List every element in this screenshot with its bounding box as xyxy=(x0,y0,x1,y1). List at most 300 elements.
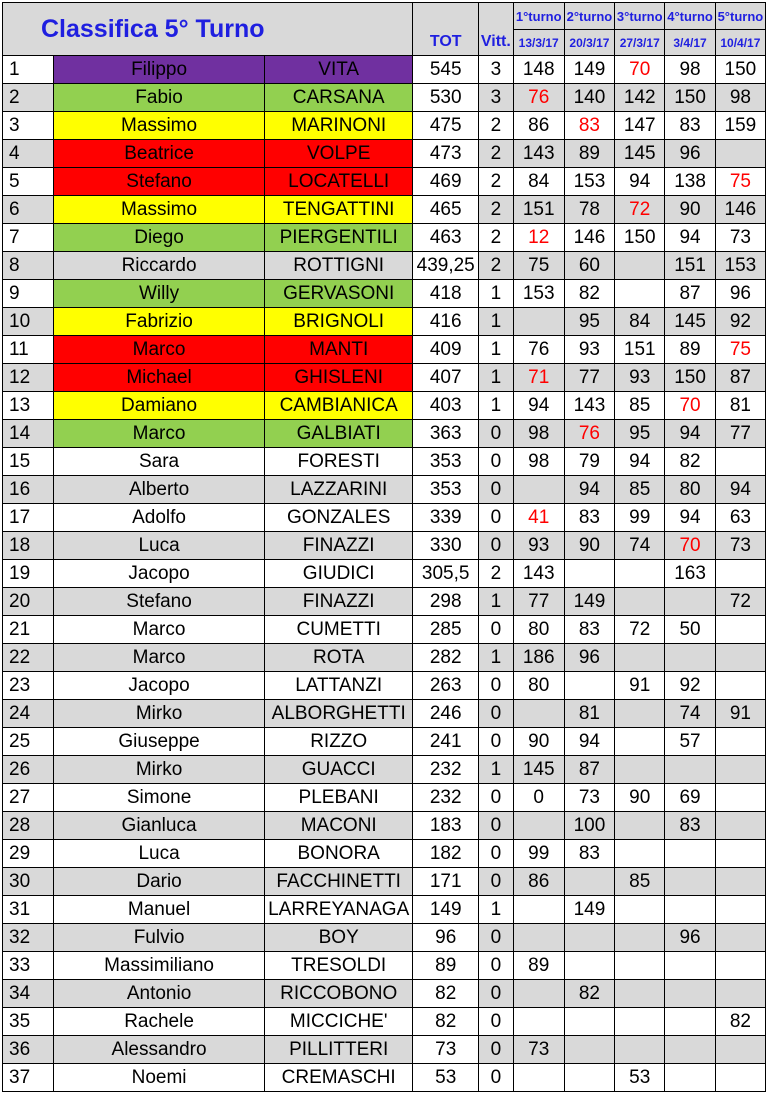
table-row xyxy=(3,532,766,560)
turn-5-score-cell xyxy=(715,1036,765,1064)
last-name-cell: MACONI xyxy=(265,812,413,840)
table-row xyxy=(3,336,766,364)
turn-1-score-cell: 93 xyxy=(513,532,564,560)
turn-5-score-cell: 73 xyxy=(715,532,765,560)
turn-3-score-cell xyxy=(615,924,665,952)
rank-cell: 4 xyxy=(3,140,54,168)
turn-5-score-cell xyxy=(715,812,765,840)
vitt-cell: 2 xyxy=(479,252,514,280)
turn-3-score-cell: 72 xyxy=(615,196,665,224)
last-name-cell: ROTA xyxy=(265,644,413,672)
tot-cell: 305,5 xyxy=(413,560,479,588)
turn-5-score-cell xyxy=(715,756,765,784)
rank-cell: 9 xyxy=(3,280,54,308)
turn-2-score-cell: 94 xyxy=(564,476,614,504)
turn-3-score-cell: 150 xyxy=(615,224,665,252)
vitt-cell: 2 xyxy=(479,560,514,588)
table-row xyxy=(3,504,766,532)
vitt-cell: 1 xyxy=(479,392,514,420)
rank-cell: 1 xyxy=(3,56,54,84)
turn-5-score-cell xyxy=(715,896,765,924)
first-name-cell: Riccardo xyxy=(54,252,265,280)
turn-3-score-cell xyxy=(615,252,665,280)
turn-5-score-cell xyxy=(715,840,765,868)
tot-cell: 171 xyxy=(413,868,479,896)
tot-cell: 183 xyxy=(413,812,479,840)
turn-4-score-cell: 80 xyxy=(665,476,715,504)
tot-cell: 182 xyxy=(413,840,479,868)
turn-3-score-cell: 84 xyxy=(615,308,665,336)
turn-3-header: 3°turno xyxy=(615,3,665,30)
rank-cell: 16 xyxy=(3,476,54,504)
turn-3-score-cell: 85 xyxy=(615,476,665,504)
vitt-cell: 0 xyxy=(479,700,514,728)
turn-2-score-cell: 78 xyxy=(564,196,614,224)
vitt-cell: 1 xyxy=(479,644,514,672)
turn-3-score-cell: 99 xyxy=(615,504,665,532)
turn-2-score-cell: 76 xyxy=(564,420,614,448)
first-name-cell: Mirko xyxy=(54,756,265,784)
turn-3-score-cell: 147 xyxy=(615,112,665,140)
tot-cell: 232 xyxy=(413,756,479,784)
first-name-cell: Sara xyxy=(54,448,265,476)
rank-cell: 24 xyxy=(3,700,54,728)
turn-5-score-cell: 75 xyxy=(715,168,765,196)
table-row xyxy=(3,308,766,336)
turn-1-score-cell: 186 xyxy=(513,644,564,672)
turn-1-score-cell: 98 xyxy=(513,420,564,448)
first-name-cell: Antonio xyxy=(54,980,265,1008)
rank-cell: 11 xyxy=(3,336,54,364)
turn-5-score-cell xyxy=(715,616,765,644)
turn-5-score-cell xyxy=(715,644,765,672)
title-blank-cell xyxy=(265,3,413,56)
turn-2-score-cell: 149 xyxy=(564,896,614,924)
turn-1-score-cell: 94 xyxy=(513,392,564,420)
last-name-cell: GUACCI xyxy=(265,756,413,784)
vitt-cell: 0 xyxy=(479,504,514,532)
turn-2-score-cell: 89 xyxy=(564,140,614,168)
turn-5-score-cell: 72 xyxy=(715,588,765,616)
turn-1-score-cell: 143 xyxy=(513,140,564,168)
turn-2-score-cell: 149 xyxy=(564,56,614,84)
tot-cell: 263 xyxy=(413,672,479,700)
table-row xyxy=(3,392,766,420)
table-row xyxy=(3,588,766,616)
tot-cell: 330 xyxy=(413,532,479,560)
rank-cell: 3 xyxy=(3,112,54,140)
rank-cell: 25 xyxy=(3,728,54,756)
rank-cell: 29 xyxy=(3,840,54,868)
table-row xyxy=(3,168,766,196)
turn-1-score-cell: 151 xyxy=(513,196,564,224)
vitt-cell: 0 xyxy=(479,616,514,644)
rank-cell: 14 xyxy=(3,420,54,448)
vitt-cell: 0 xyxy=(479,1064,514,1092)
turn-1-score-cell xyxy=(513,700,564,728)
turn-3-score-cell: 151 xyxy=(615,336,665,364)
turn-1-score-cell: 73 xyxy=(513,1036,564,1064)
turn-4-score-cell: 74 xyxy=(665,700,715,728)
turn-3-score-cell xyxy=(615,1008,665,1036)
turn-1-score-cell: 84 xyxy=(513,168,564,196)
turn-3-score-cell xyxy=(615,952,665,980)
last-name-cell: BOY xyxy=(265,924,413,952)
last-name-cell: RIZZO xyxy=(265,728,413,756)
vitt-cell: 0 xyxy=(479,420,514,448)
table-row xyxy=(3,476,766,504)
table-row xyxy=(3,84,766,112)
table-row xyxy=(3,252,766,280)
page-title: Classifica 5° Turno xyxy=(3,3,265,56)
first-name-cell: Massimiliano xyxy=(54,952,265,980)
turn-1-score-cell xyxy=(513,924,564,952)
rank-cell: 37 xyxy=(3,1064,54,1092)
turn-4-score-cell xyxy=(665,644,715,672)
first-name-cell: Fabio xyxy=(54,84,265,112)
turn-3-score-cell: 90 xyxy=(615,784,665,812)
rank-cell: 30 xyxy=(3,868,54,896)
rank-cell: 17 xyxy=(3,504,54,532)
turn-5-score-cell: 81 xyxy=(715,392,765,420)
turn-5-score-cell xyxy=(715,140,765,168)
turn-3-score-cell xyxy=(615,896,665,924)
turn-4-score-cell: 96 xyxy=(665,924,715,952)
turn-5-score-cell: 96 xyxy=(715,280,765,308)
turn-1-score-cell xyxy=(513,896,564,924)
turn-2-score-cell: 90 xyxy=(564,532,614,560)
rank-cell: 10 xyxy=(3,308,54,336)
vitt-cell: 2 xyxy=(479,168,514,196)
turn-3-score-cell: 74 xyxy=(615,532,665,560)
last-name-cell: VITA xyxy=(265,56,413,84)
turn-2-score-cell: 82 xyxy=(564,980,614,1008)
turn-5-score-cell: 98 xyxy=(715,84,765,112)
turn-1-score-cell: 99 xyxy=(513,840,564,868)
tot-cell: 463 xyxy=(413,224,479,252)
first-name-cell: Fulvio xyxy=(54,924,265,952)
first-name-cell: Alessandro xyxy=(54,1036,265,1064)
table-row xyxy=(3,952,766,980)
rank-cell: 8 xyxy=(3,252,54,280)
vitt-cell: 1 xyxy=(479,336,514,364)
turn-4-score-cell: 92 xyxy=(665,672,715,700)
turn-4-score-cell: 87 xyxy=(665,280,715,308)
tot-cell: 339 xyxy=(413,504,479,532)
turn-1-score-cell: 41 xyxy=(513,504,564,532)
vitt-cell: 0 xyxy=(479,672,514,700)
turn-5-score-cell: 150 xyxy=(715,56,765,84)
turn-2-score-cell: 82 xyxy=(564,280,614,308)
turn-4-score-cell xyxy=(665,588,715,616)
first-name-cell: Giuseppe xyxy=(54,728,265,756)
rank-cell: 32 xyxy=(3,924,54,952)
turn-2-score-cell: 83 xyxy=(564,504,614,532)
turn-4-date: 3/4/17 xyxy=(665,30,715,56)
first-name-cell: Filippo xyxy=(54,56,265,84)
last-name-cell: ROTTIGNI xyxy=(265,252,413,280)
first-name-cell: Simone xyxy=(54,784,265,812)
tot-cell: 282 xyxy=(413,644,479,672)
turn-2-score-cell: 94 xyxy=(564,728,614,756)
table-row xyxy=(3,840,766,868)
last-name-cell: MICCICHE' xyxy=(265,1008,413,1036)
rank-cell: 20 xyxy=(3,588,54,616)
vitt-cell: 0 xyxy=(479,448,514,476)
tot-cell: 465 xyxy=(413,196,479,224)
vitt-cell: 0 xyxy=(479,784,514,812)
first-name-cell: Massimo xyxy=(54,112,265,140)
vitt-cell: 1 xyxy=(479,364,514,392)
table-row xyxy=(3,1064,766,1092)
rank-cell: 22 xyxy=(3,644,54,672)
turn-4-score-cell xyxy=(665,840,715,868)
turn-4-header: 4°turno xyxy=(665,3,715,30)
first-name-cell: Marco xyxy=(54,644,265,672)
turn-1-score-cell: 12 xyxy=(513,224,564,252)
rank-cell: 34 xyxy=(3,980,54,1008)
last-name-cell: GIUDICI xyxy=(265,560,413,588)
tot-header: TOT xyxy=(413,3,479,56)
tot-cell: 475 xyxy=(413,112,479,140)
turn-5-score-cell xyxy=(715,728,765,756)
turn-4-score-cell: 145 xyxy=(665,308,715,336)
turn-1-score-cell: 148 xyxy=(513,56,564,84)
first-name-cell: Marco xyxy=(54,336,265,364)
tot-cell: 530 xyxy=(413,84,479,112)
table-row xyxy=(3,560,766,588)
first-name-cell: Stefano xyxy=(54,168,265,196)
tot-cell: 418 xyxy=(413,280,479,308)
turn-1-score-cell: 71 xyxy=(513,364,564,392)
first-name-cell: Marco xyxy=(54,420,265,448)
first-name-cell: Fabrizio xyxy=(54,308,265,336)
first-name-cell: Rachele xyxy=(54,1008,265,1036)
turn-3-score-cell xyxy=(615,1036,665,1064)
vitt-cell: 2 xyxy=(479,140,514,168)
turn-5-score-cell xyxy=(715,448,765,476)
turn-1-header: 1°turno xyxy=(513,3,564,30)
turn-5-date: 10/4/17 xyxy=(715,30,765,56)
turn-3-score-cell xyxy=(615,280,665,308)
turn-1-score-cell: 76 xyxy=(513,84,564,112)
turn-4-score-cell xyxy=(665,1008,715,1036)
turn-4-score-cell: 94 xyxy=(665,420,715,448)
turn-2-score-cell: 87 xyxy=(564,756,614,784)
rank-cell: 23 xyxy=(3,672,54,700)
header-row-top xyxy=(3,3,766,30)
turn-3-score-cell xyxy=(615,840,665,868)
turn-1-score-cell xyxy=(513,812,564,840)
tot-cell: 285 xyxy=(413,616,479,644)
first-name-cell: Beatrice xyxy=(54,140,265,168)
tot-cell: 353 xyxy=(413,448,479,476)
rank-cell: 31 xyxy=(3,896,54,924)
first-name-cell: Mirko xyxy=(54,700,265,728)
turn-5-score-cell xyxy=(715,1064,765,1092)
turn-2-score-cell xyxy=(564,560,614,588)
turn-1-score-cell xyxy=(513,1008,564,1036)
turn-1-score-cell xyxy=(513,308,564,336)
turn-1-score-cell: 86 xyxy=(513,868,564,896)
turn-4-score-cell: 163 xyxy=(665,560,715,588)
turn-2-score-cell: 149 xyxy=(564,588,614,616)
tot-cell: 403 xyxy=(413,392,479,420)
vitt-cell: 0 xyxy=(479,532,514,560)
table-row xyxy=(3,196,766,224)
standings-body xyxy=(3,3,766,1092)
table-row xyxy=(3,672,766,700)
tot-cell: 246 xyxy=(413,700,479,728)
tot-cell: 82 xyxy=(413,980,479,1008)
turn-3-score-cell: 53 xyxy=(615,1064,665,1092)
tot-cell: 473 xyxy=(413,140,479,168)
rank-cell: 36 xyxy=(3,1036,54,1064)
turn-5-header: 5°turno xyxy=(715,3,765,30)
first-name-cell: Luca xyxy=(54,840,265,868)
tot-cell: 53 xyxy=(413,1064,479,1092)
turn-5-score-cell xyxy=(715,980,765,1008)
turn-3-score-cell: 145 xyxy=(615,140,665,168)
turn-3-score-cell xyxy=(615,700,665,728)
turn-5-score-cell: 73 xyxy=(715,224,765,252)
turn-3-score-cell xyxy=(615,756,665,784)
rank-cell: 21 xyxy=(3,616,54,644)
turn-4-score-cell xyxy=(665,868,715,896)
vitt-cell: 0 xyxy=(479,476,514,504)
turn-3-score-cell xyxy=(615,980,665,1008)
last-name-cell: ALBORGHETTI xyxy=(265,700,413,728)
rank-cell: 6 xyxy=(3,196,54,224)
turn-2-score-cell xyxy=(564,952,614,980)
table-row xyxy=(3,980,766,1008)
turn-2-score-cell xyxy=(564,868,614,896)
turn-4-score-cell: 94 xyxy=(665,224,715,252)
turn-5-score-cell: 159 xyxy=(715,112,765,140)
first-name-cell: Jacopo xyxy=(54,672,265,700)
turn-2-score-cell xyxy=(564,1036,614,1064)
turn-2-score-cell xyxy=(564,924,614,952)
turn-3-score-cell: 85 xyxy=(615,392,665,420)
last-name-cell: LATTANZI xyxy=(265,672,413,700)
turn-4-score-cell: 69 xyxy=(665,784,715,812)
turn-3-score-cell: 94 xyxy=(615,168,665,196)
last-name-cell: BONORA xyxy=(265,840,413,868)
turn-1-score-cell: 80 xyxy=(513,672,564,700)
turn-2-header: 2°turno xyxy=(564,3,614,30)
last-name-cell: PILLITTERI xyxy=(265,1036,413,1064)
turn-2-score-cell xyxy=(564,672,614,700)
turn-4-score-cell: 150 xyxy=(665,364,715,392)
turn-5-score-cell: 92 xyxy=(715,308,765,336)
tot-cell: 439,25 xyxy=(413,252,479,280)
table-row xyxy=(3,644,766,672)
turn-1-score-cell xyxy=(513,980,564,1008)
tot-cell: 363 xyxy=(413,420,479,448)
table-row xyxy=(3,616,766,644)
turn-5-score-cell xyxy=(715,868,765,896)
turn-5-score-cell: 91 xyxy=(715,700,765,728)
turn-2-score-cell: 143 xyxy=(564,392,614,420)
vitt-cell: 2 xyxy=(479,196,514,224)
last-name-cell: GERVASONI xyxy=(265,280,413,308)
table-row xyxy=(3,868,766,896)
turn-2-score-cell: 146 xyxy=(564,224,614,252)
turn-3-score-cell: 72 xyxy=(615,616,665,644)
turn-2-score-cell: 83 xyxy=(564,112,614,140)
tot-cell: 407 xyxy=(413,364,479,392)
tot-cell: 298 xyxy=(413,588,479,616)
last-name-cell: BRIGNOLI xyxy=(265,308,413,336)
last-name-cell: LAZZARINI xyxy=(265,476,413,504)
table-row xyxy=(3,1036,766,1064)
last-name-cell: PIERGENTILI xyxy=(265,224,413,252)
tot-cell: 409 xyxy=(413,336,479,364)
table-row xyxy=(3,56,766,84)
first-name-cell: Damiano xyxy=(54,392,265,420)
rank-cell: 12 xyxy=(3,364,54,392)
tot-cell: 416 xyxy=(413,308,479,336)
turn-1-score-cell xyxy=(513,1064,564,1092)
turn-4-score-cell xyxy=(665,952,715,980)
vitt-cell: 0 xyxy=(479,980,514,1008)
turn-4-score-cell: 50 xyxy=(665,616,715,644)
turn-2-score-cell: 60 xyxy=(564,252,614,280)
turn-5-score-cell xyxy=(715,672,765,700)
tot-cell: 469 xyxy=(413,168,479,196)
turn-4-score-cell xyxy=(665,896,715,924)
rank-cell: 28 xyxy=(3,812,54,840)
rank-cell: 7 xyxy=(3,224,54,252)
tot-cell: 82 xyxy=(413,1008,479,1036)
rank-cell: 27 xyxy=(3,784,54,812)
turn-2-score-cell: 77 xyxy=(564,364,614,392)
table-row xyxy=(3,112,766,140)
last-name-cell: TRESOLDI xyxy=(265,952,413,980)
turn-4-score-cell: 89 xyxy=(665,336,715,364)
table-row xyxy=(3,224,766,252)
turn-3-score-cell xyxy=(615,812,665,840)
turn-1-score-cell: 89 xyxy=(513,952,564,980)
turn-5-score-cell: 153 xyxy=(715,252,765,280)
rank-cell: 33 xyxy=(3,952,54,980)
vitt-cell: 0 xyxy=(479,812,514,840)
first-name-cell: Adolfo xyxy=(54,504,265,532)
vitt-cell: 0 xyxy=(479,924,514,952)
tot-cell: 73 xyxy=(413,1036,479,1064)
turn-4-score-cell: 150 xyxy=(665,84,715,112)
vitt-cell: 1 xyxy=(479,588,514,616)
last-name-cell: CAMBIANICA xyxy=(265,392,413,420)
first-name-cell: Gianluca xyxy=(54,812,265,840)
table-row xyxy=(3,784,766,812)
rank-cell: 13 xyxy=(3,392,54,420)
vitt-cell: 0 xyxy=(479,1036,514,1064)
vitt-cell: 2 xyxy=(479,224,514,252)
table-row xyxy=(3,1008,766,1036)
turn-2-score-cell: 79 xyxy=(564,448,614,476)
turn-4-score-cell: 83 xyxy=(665,112,715,140)
last-name-cell: GALBIATI xyxy=(265,420,413,448)
turn-4-score-cell: 90 xyxy=(665,196,715,224)
turn-1-score-cell: 80 xyxy=(513,616,564,644)
last-name-cell: GHISLENI xyxy=(265,364,413,392)
vitt-cell: 0 xyxy=(479,1008,514,1036)
tot-cell: 232 xyxy=(413,784,479,812)
turn-1-score-cell: 153 xyxy=(513,280,564,308)
first-name-cell: Jacopo xyxy=(54,560,265,588)
vitt-cell: 1 xyxy=(479,896,514,924)
